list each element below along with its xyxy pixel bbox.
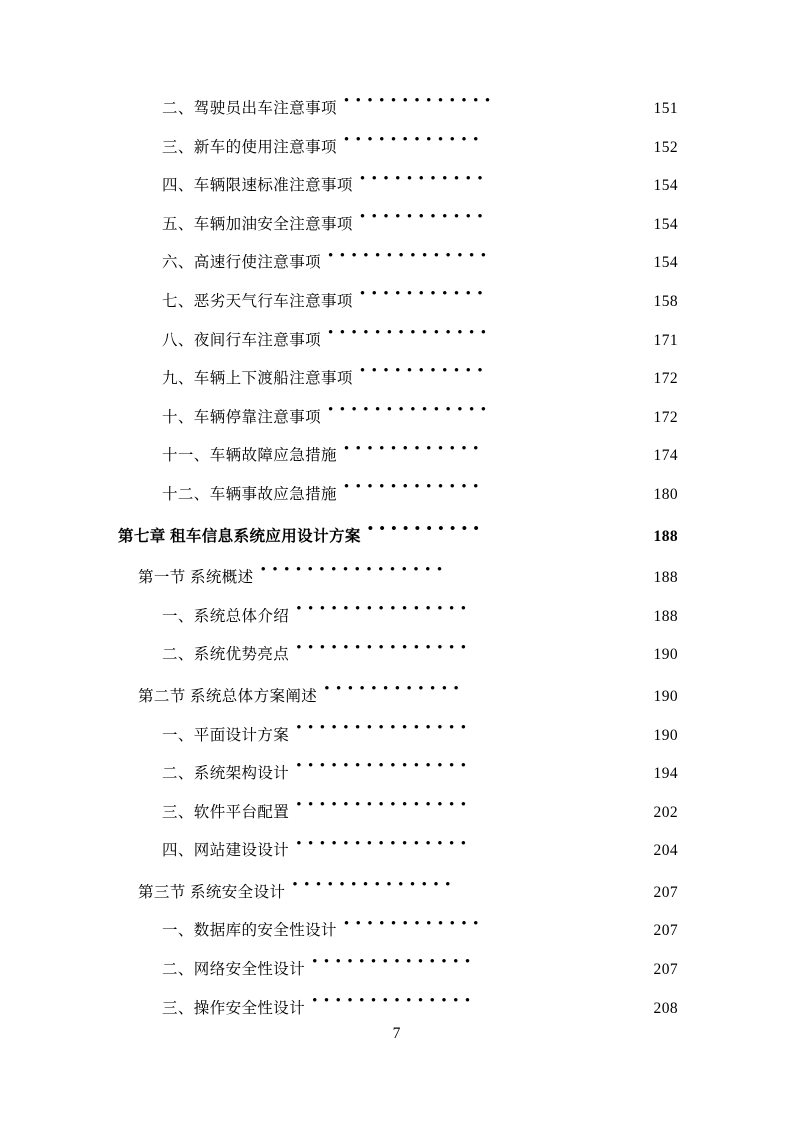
- toc-entry-page-number: 194: [653, 765, 678, 783]
- toc-leader-dot-glyphs: ••••••••••••••••: [260, 566, 449, 579]
- toc-entry[interactable]: [118, 405, 678, 444]
- toc-entry[interactable]: [118, 96, 678, 135]
- toc-entry-page-number: 188: [653, 527, 678, 545]
- toc-entry-label: 四、网站建设设计: [162, 842, 290, 860]
- toc-entry-label: 三、软件平台配置: [162, 803, 290, 821]
- toc-entry-label: 一、平面设计方案: [162, 726, 290, 744]
- toc-entry-label: 一、数据库的安全性设计: [162, 922, 337, 940]
- toc-leader-dot-glyphs: •••••••••••••••: [296, 724, 473, 736]
- toc-entry-label: 八、夜间行车注意事项: [162, 331, 322, 349]
- toc-leader-dots: [360, 368, 639, 384]
- toc-entry[interactable]: [118, 443, 678, 482]
- toc-leader-dots: [296, 644, 639, 660]
- toc-entry-label: 第一节 系统概述: [138, 569, 254, 587]
- toc-entry-label: 七、恶劣天气行车注意事项: [162, 292, 353, 310]
- toc-entry[interactable]: [118, 918, 678, 957]
- toc-leader-dot-glyphs: ••••••••••••••: [328, 251, 493, 264]
- toc-entry-label: 第二节 系统总体方案阐述: [138, 687, 318, 705]
- toc-entry-page-number: 208: [653, 999, 678, 1017]
- toc-entry-page-number: 207: [653, 883, 678, 901]
- toc-leader-dot-glyphs: ••••••••••••: [324, 685, 466, 698]
- toc-entry-page-number: 154: [653, 215, 678, 233]
- toc-entry-page-number: 188: [653, 607, 678, 625]
- toc-leader-dot-glyphs: ••••••••••••••: [292, 881, 457, 894]
- toc-entry-page-number: 207: [653, 961, 678, 979]
- toc-entry[interactable]: [118, 173, 678, 212]
- toc-entry-label: 五、车辆加油安全注意事项: [162, 215, 353, 233]
- toc-leader-dots: [296, 724, 639, 740]
- toc-entry-page-number: 154: [653, 177, 678, 195]
- toc-entry-page-number: 204: [653, 842, 678, 860]
- toc-entry[interactable]: [118, 366, 678, 405]
- toc-leader-dot-glyphs: •••••••••••••••: [296, 839, 473, 852]
- toc-leader-dot-glyphs: •••••••••••: [359, 290, 490, 303]
- toc-leader-dots: [344, 483, 639, 499]
- toc-leader-dot-glyphs: ••••••••••••: [343, 136, 485, 148]
- toc-entry-page-number: 190: [653, 726, 678, 744]
- toc-leader-dot-glyphs: ••••••••••: [367, 525, 486, 537]
- toc-leader-dot-glyphs: •••••••••••••••: [296, 801, 473, 813]
- toc-leader-dots: [344, 136, 639, 152]
- toc-entry-label: 二、系统架构设计: [162, 765, 290, 783]
- toc-entry[interactable]: [118, 212, 678, 251]
- toc-entry-label: 四、车辆限速标准注意事项: [162, 177, 353, 195]
- toc-leader-dots: [344, 445, 639, 461]
- toc-entry-label: 一、系统总体介绍: [162, 607, 290, 625]
- toc-leader-dots: [360, 290, 639, 306]
- toc-entry-label: 二、网络安全性设计: [162, 961, 306, 979]
- toc-entry[interactable]: [118, 289, 678, 328]
- toc-leader-dots: [324, 685, 639, 701]
- toc-leader-dot-glyphs: •••••••••••••••: [296, 605, 473, 618]
- toc-leader-dots: [296, 605, 639, 621]
- toc-entry[interactable]: [118, 684, 678, 723]
- toc-leader-dot-glyphs: •••••••••••••••: [296, 762, 473, 775]
- toc-leader-dots: [328, 252, 639, 268]
- toc-entry[interactable]: [118, 723, 678, 762]
- toc-entry-page-number: 207: [653, 922, 678, 940]
- toc-leader-dots: [360, 175, 639, 191]
- toc-entry[interactable]: [118, 761, 678, 800]
- toc-entry[interactable]: [118, 565, 678, 604]
- toc-leader-dots: [296, 801, 639, 817]
- toc-entry[interactable]: [118, 800, 678, 839]
- toc-entry-page-number: 172: [653, 370, 678, 388]
- toc-leader-dot-glyphs: •••••••••••: [359, 367, 490, 380]
- toc-leader-dots: [296, 763, 639, 779]
- toc-leader-dot-glyphs: ••••••••••••••: [328, 406, 493, 419]
- toc-entry-label: 三、新车的使用注意事项: [162, 138, 337, 156]
- page-number: 7: [392, 1025, 401, 1042]
- toc-entry-page-number: 190: [653, 646, 678, 664]
- toc-entry-page-number: 202: [653, 803, 678, 821]
- toc-entry[interactable]: [118, 642, 678, 681]
- toc-entry-label: 十二、车辆事故应急措施: [162, 485, 337, 503]
- toc-entry[interactable]: [118, 604, 678, 643]
- toc-entry-page-number: 180: [653, 485, 678, 503]
- toc-leader-dots: [296, 840, 639, 856]
- toc-entry[interactable]: [118, 328, 678, 367]
- toc-entry-page-number: 171: [653, 331, 678, 349]
- toc-leader-dots: [261, 567, 639, 583]
- toc-leader-dots: [312, 959, 639, 975]
- toc-entry[interactable]: [118, 250, 678, 289]
- toc-entry-label: 三、操作安全性设计: [162, 999, 306, 1017]
- toc-leader-dot-glyphs: ••••••••••••: [343, 919, 485, 932]
- table-of-contents: [118, 96, 678, 1034]
- toc-entry-label: 十一、车辆故障应急措施: [162, 447, 337, 465]
- toc-leader-dot-glyphs: ••••••••••••: [343, 444, 485, 457]
- toc-entry-page-number: 188: [653, 569, 678, 587]
- toc-leader-dots: [312, 997, 639, 1013]
- toc-entry-page-number: 172: [653, 408, 678, 426]
- toc-leader-dots: [360, 213, 639, 229]
- toc-entry[interactable]: [118, 880, 678, 919]
- toc-entry-label: 第三节 系统安全设计: [138, 883, 286, 901]
- toc-leader-dot-glyphs: •••••••••••: [359, 174, 490, 187]
- toc-entry-page-number: 158: [653, 292, 678, 310]
- toc-entry[interactable]: [118, 957, 678, 996]
- toc-leader-dot-glyphs: •••••••••••: [359, 213, 490, 226]
- toc-entry[interactable]: [118, 524, 678, 563]
- toc-leader-dot-glyphs: ••••••••••••••: [312, 997, 477, 1009]
- toc-entry-label: 九、车辆上下渡船注意事项: [162, 370, 353, 388]
- toc-leader-dots: [328, 406, 639, 422]
- toc-entry-label: 二、驾驶员出车注意事项: [162, 100, 337, 117]
- toc-leader-dot-glyphs: ••••••••••••••: [312, 958, 477, 971]
- toc-leader-dots: [368, 525, 639, 541]
- toc-entry[interactable]: [118, 482, 678, 521]
- toc-entry-page-number: 152: [653, 138, 678, 156]
- toc-leader-dot-glyphs: ••••••••••••••: [328, 329, 493, 341]
- toc-entry[interactable]: [118, 135, 678, 174]
- toc-entry-page-number: 151: [653, 100, 678, 117]
- toc-entry-page-number: 174: [653, 447, 678, 465]
- toc-entry-page-number: 154: [653, 254, 678, 272]
- toc-entry[interactable]: [118, 838, 678, 877]
- toc-entry-label: 二、系统优势亮点: [162, 646, 290, 664]
- toc-leader-dot-glyphs: •••••••••••••••: [296, 643, 473, 656]
- toc-leader-dots: [344, 920, 639, 936]
- toc-leader-dots: [328, 329, 639, 345]
- toc-entry-label: 十、车辆停靠注意事项: [162, 408, 322, 426]
- toc-entry-page-number: 190: [653, 687, 678, 705]
- toc-leader-dots: [344, 98, 639, 114]
- toc-leader-dot-glyphs: ••••••••••••: [343, 483, 485, 496]
- toc-leader-dot-glyphs: •••••••••••••: [343, 97, 497, 110]
- toc-leader-dots: [292, 881, 639, 897]
- toc-entry-label: 六、高速行使注意事项: [162, 254, 322, 272]
- toc-entry-label: 第七章 租车信息系统应用设计方案: [118, 527, 361, 545]
